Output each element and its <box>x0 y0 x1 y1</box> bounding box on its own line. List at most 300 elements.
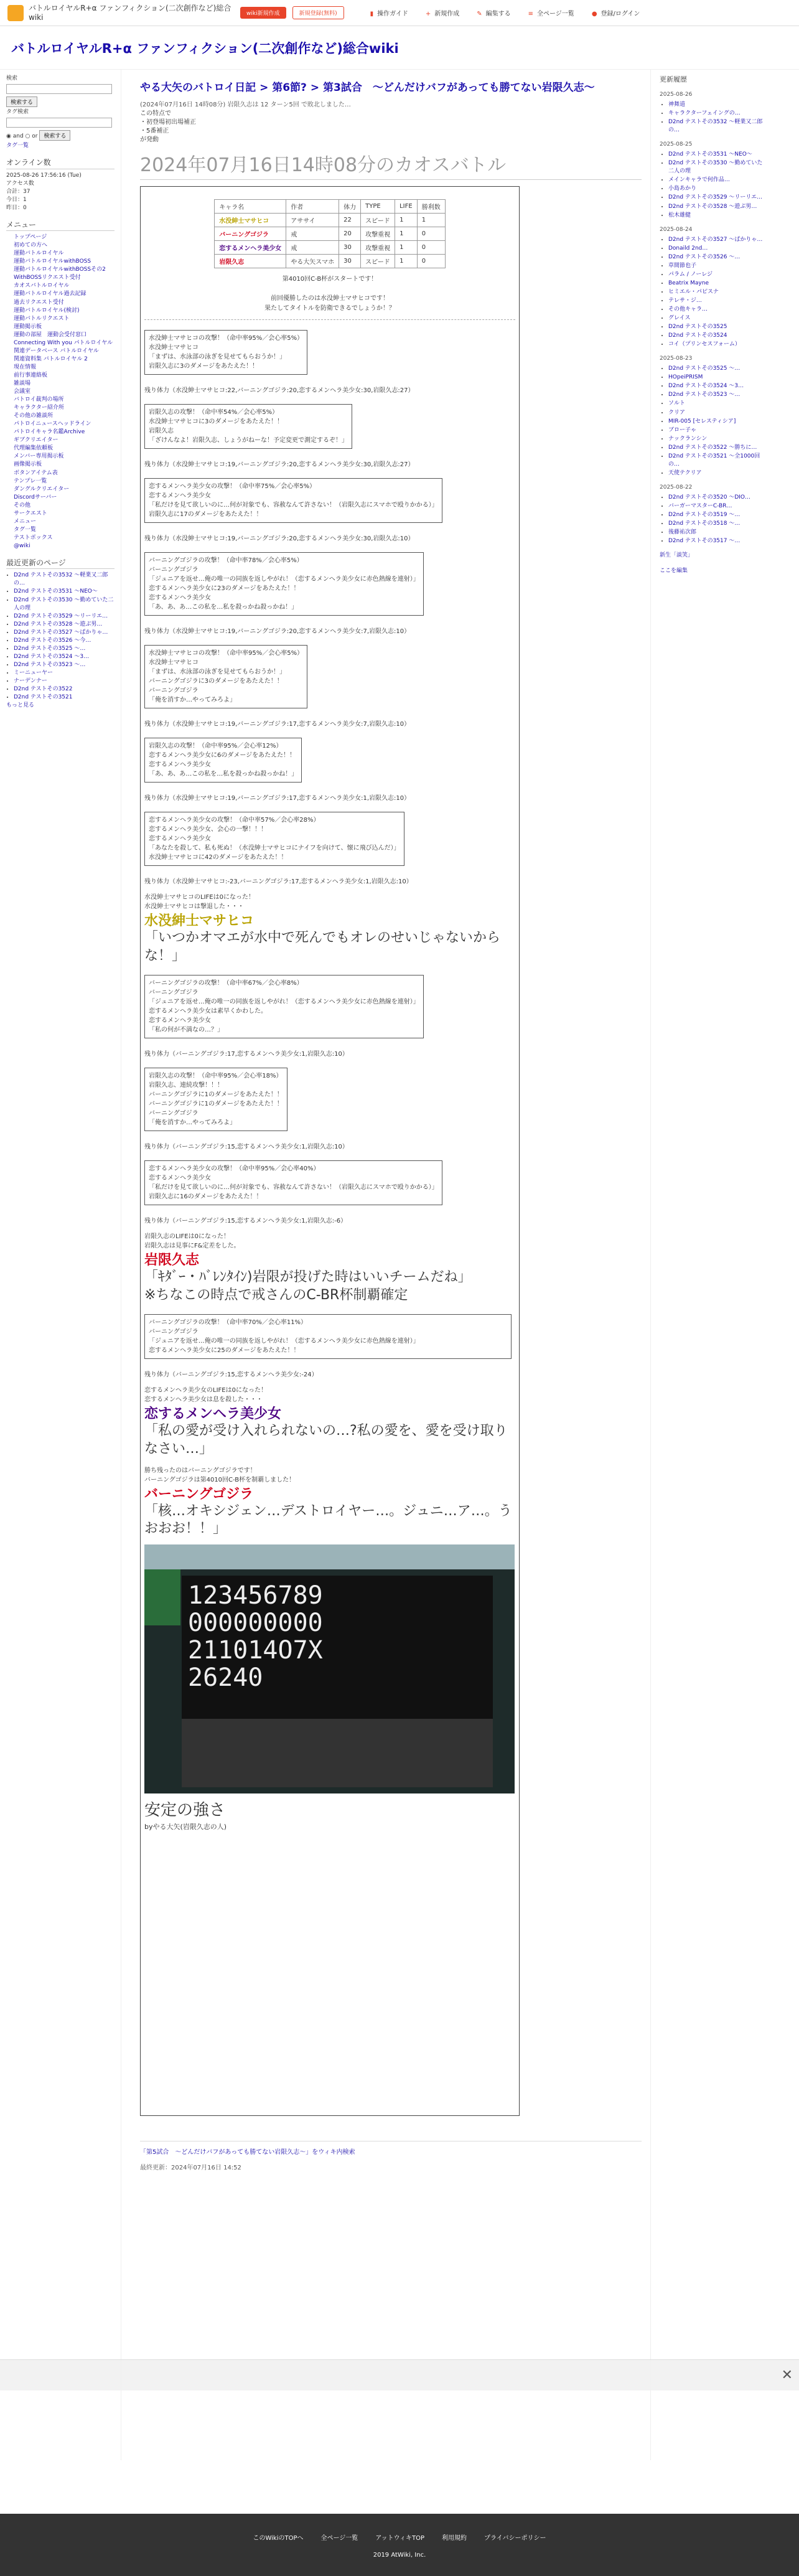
roster-row <box>215 214 445 227</box>
remaining-hp: 残り体力（水没紳士マサヒコ:19,バーニングゴジラ:17,恋するメンヘラ美少女:1,岩限久志:10） <box>144 795 411 802</box>
attack-line: 岩限久志の攻撃！（命中率95%／会心率12%） <box>149 743 283 750</box>
history-item <box>668 151 766 159</box>
roster-header-cell: キャラ名 <box>215 200 286 214</box>
site-header <box>0 26 799 70</box>
history-link[interactable]: パラム / ノーレジ <box>668 271 713 278</box>
recent-link[interactable]: D2nd テストその3527 ～ぱかりゃ… <box>14 629 108 636</box>
menu-item <box>14 534 114 542</box>
menu-item <box>14 323 114 331</box>
recent-link[interactable]: D2nd テストその3525 ～… <box>14 645 86 652</box>
attack-blocks <box>144 326 515 885</box>
history-item <box>668 236 766 244</box>
menu-item <box>14 339 114 347</box>
history-item <box>668 253 766 261</box>
breadcrumb[interactable]: やる大矢のバトロイ日記 > 第6節? > 第3試合 ～どんだけバフがあっても勝てない岩限久志～ <box>140 82 595 94</box>
history-item <box>668 511 766 519</box>
top-bar <box>0 0 799 26</box>
history-link[interactable]: D2nd テストその3525 ～… <box>668 365 741 372</box>
menu-item <box>14 315 114 323</box>
search-button[interactable]: 検索する <box>6 96 37 107</box>
attack-line: 「あなたを殺して、私も死ぬ！（水没紳士マサヒコにナイフを向けて、懐に飛び込んだ）」 <box>149 845 400 852</box>
edit-sidebar-link[interactable]: ここを編集 <box>660 568 688 575</box>
remaining-hp: 残り体力（水没紳士マサヒコ:19,バーニングゴジラ:20,恋するメンヘラ美少女:30,岩限久志:10） <box>144 535 414 542</box>
user-icon: ● <box>591 11 597 17</box>
attack-line: 「俺を消すか…やってみろよ」 <box>149 1119 236 1127</box>
access-count: アクセス数 合計：37 今日：1 昨日：0 <box>6 180 34 211</box>
attack-line: 「まずは、水泳部の泳ぎを見せてもらおうか！」 <box>149 669 286 675</box>
recent-link[interactable]: D2nd テストその3522 <box>14 686 73 693</box>
history-link[interactable]: ヒミエル・パピスナ <box>668 288 719 295</box>
remaining-hp: 残り体力（水没紳士マサヒコ:-23,バーニングゴジラ:17,恋するメンヘラ美少女:1,岩限久志:10） <box>144 878 413 885</box>
menu-item <box>14 242 114 250</box>
history-link[interactable]: その他キャラ… <box>668 306 708 313</box>
roster-header-cell: TYPE <box>361 200 395 214</box>
menu-link[interactable]: テストボックス <box>14 534 53 541</box>
menu-link[interactable]: その他 <box>14 502 31 509</box>
roster-cell: アササイ <box>286 214 339 227</box>
menu-link[interactable]: パトロイニュースヘッドライン <box>14 421 91 428</box>
recent-list <box>6 571 114 702</box>
site-title[interactable]: バトルロイヤルR+α ファンフィクション(二次創作など)総合wiki <box>11 41 399 56</box>
history-link[interactable]: コイ（プリンセスフォーム） <box>668 341 741 348</box>
menu-item <box>14 282 114 290</box>
recent-link[interactable]: D2nd テストその3531 ～NEO～ <box>14 588 98 595</box>
winner-message: 勝ち残ったのはバーニングゴジラです！ バーニングゴジラは第4010回C-B杯を制覇しました！ バーニングゴジラ 「核…オキシジェン…デストロイヤー…。ジュニ…ア…。うおおお！！」 <box>144 1467 512 1537</box>
attack-line: バーニングゴジラ <box>149 566 199 573</box>
more-history-link[interactable]: 新生「談笑」 <box>660 552 694 559</box>
attack-line: 恋するメンヘラ美少女 <box>149 492 211 499</box>
history-link[interactable]: 松木雄健 <box>668 212 691 219</box>
history-item <box>668 418 766 426</box>
history-link[interactable]: D2nd テストその3520 ～DIO… <box>668 494 751 501</box>
history-item <box>668 262 766 270</box>
history-group <box>660 101 766 134</box>
menu-item <box>14 364 114 372</box>
attack-line: 「俺を消すか…やってみろよ」 <box>149 697 236 703</box>
history-item <box>668 288 766 296</box>
history-link[interactable]: D2nd テストその3530 ～勤めていた二人の理 <box>668 160 763 175</box>
history-group <box>660 494 766 545</box>
online-title: オンライン数 <box>6 157 114 169</box>
footer-link[interactable]: 全ページ一覧 <box>320 2535 358 2542</box>
attack-line: バーニングゴジラに1のダメージをあたえた！！ <box>149 1091 283 1099</box>
pencil-icon: ✎ <box>477 11 482 17</box>
login-link[interactable]: ● 登録/ログイン <box>591 11 640 17</box>
separator <box>144 319 515 320</box>
attack-line: バーニングゴジラ <box>149 687 199 694</box>
attack-line: 恋するメンヘラ美少女 <box>149 761 211 768</box>
roster-row <box>215 255 445 268</box>
photo-caption: 安定の強さ <box>144 1800 226 1820</box>
history-link[interactable]: メインキャラで何作品… <box>668 177 730 184</box>
roster-cell: スピード <box>361 255 395 268</box>
roster-cell: 岩限久志 <box>215 255 286 268</box>
attack-line: 「私の何が不満なの…？」 <box>149 1027 223 1034</box>
history-link[interactable]: テレサ・ジ… <box>668 297 702 304</box>
tag-search-button[interactable]: 検索する <box>39 130 70 141</box>
attack-box <box>144 1068 287 1131</box>
attack-line: 岩限久志に17のダメージをあたえた！！ <box>149 511 263 518</box>
history-item <box>668 520 766 528</box>
history-item <box>668 426 766 435</box>
history-item <box>668 314 766 322</box>
history-link[interactable]: D2nd テストその3524 ～3… <box>668 383 744 390</box>
and-radio[interactable]: ◉ and <box>6 133 24 140</box>
recent-item <box>14 588 114 596</box>
menu-link[interactable]: 関連資料集 バトルロイヤル 2 <box>14 355 88 362</box>
attack-box <box>144 404 352 449</box>
page-title: 2024年07月16日14時08分のカオスバトル <box>140 149 642 180</box>
attack-line: 恋するメンヘラ美少女に23のダメージをあたえた！！ <box>149 585 300 592</box>
attack-line: 恋するメンヘラ美少女 <box>149 1175 211 1182</box>
menu-link[interactable]: WithBOSSリクエスト受付 <box>14 275 81 281</box>
attack-line: 「ジュニアを返せ…俺の唯一の同族を返しやがれ！（恋するメンヘラ美少女に赤色熱線を連射）」 <box>149 576 419 583</box>
menu-item <box>14 404 114 412</box>
history-link[interactable]: キャラクターフェイングの… <box>668 110 741 117</box>
menu-link[interactable]: 運動バトルロイヤル過去記録 <box>14 291 86 298</box>
history-link[interactable]: バーガーマスターC-BR… <box>668 503 732 509</box>
history-link[interactable]: グレイス <box>668 315 691 322</box>
attack-line: 水没紳士マサヒコに3のダメージをあたえた！！ <box>149 418 284 425</box>
menu-link[interactable]: パトロイキャラ名鑑Archive <box>14 429 85 436</box>
menu-link[interactable]: ダングルクリエイター <box>14 486 70 492</box>
history-item <box>668 194 766 202</box>
history-group <box>660 236 766 349</box>
register-button[interactable]: 新規登録(無料) <box>292 6 344 19</box>
history-date: 2025-08-26 <box>660 91 693 98</box>
battle-log <box>140 186 520 2116</box>
menu-link[interactable]: キャラクター紹介所 <box>14 405 64 411</box>
recent-link[interactable]: D2nd テストその3528 ～遊ぶ男… <box>14 621 103 628</box>
wiki-search-link[interactable]: 「第5試合 ～どんだけバフがあっても勝てない岩限久志～」をウィキ内検索 <box>140 2141 642 2156</box>
roster-cell: 0 <box>417 241 445 255</box>
history-item <box>668 502 766 510</box>
menu-item <box>14 299 114 307</box>
history-item <box>668 332 766 340</box>
history-link[interactable]: D2nd テストその3518 ～… <box>668 520 741 527</box>
recent-link[interactable]: D2nd テストその3530 ～勤めていた二人の理 <box>14 596 114 611</box>
attack-line: 「私だけを見て欲しいのに…何が対象でも、容赦なんて許さない！（岩限久志にスマホで殴りかかる）」 <box>149 1184 438 1192</box>
roster-cell: 0 <box>417 255 445 268</box>
history-link[interactable]: D2nd テストその3524 <box>668 332 727 339</box>
history-item <box>668 391 766 399</box>
wiki-create-button[interactable]: wiki新規作成 <box>240 7 286 19</box>
attack-line: 「まずは、水泳部の泳ぎを見せてもらおうか！」 <box>149 354 286 360</box>
roster-cell: 攻撃重視 <box>361 227 395 241</box>
recent-item <box>14 645 114 653</box>
history-link[interactable]: D2nd テストその3522 ～勝ちに… <box>668 444 757 451</box>
recent-link[interactable]: D2nd テストその3526 ～今… <box>14 637 91 644</box>
new-page-link[interactable]: + 新規作成 <box>425 11 460 17</box>
menu-link[interactable]: ギブクリエイター <box>14 437 58 444</box>
tag-search-label: タグ検索 <box>6 109 29 116</box>
history-item <box>668 365 766 373</box>
remaining-hp: 残り体力（水没紳士マサヒコ:19,バーニングゴジラ:20,恋するメンヘラ美少女:7,岩限久志:10） <box>144 628 411 635</box>
history-date: 2025-08-25 <box>660 141 693 148</box>
menu-link[interactable]: バトロイ裁判の場所 <box>14 397 64 403</box>
attack-box <box>144 738 302 783</box>
menu-link[interactable]: 運動掲示板 <box>14 323 42 330</box>
attack-line: 岩限久志 <box>149 428 174 435</box>
attack-box <box>144 1314 512 1359</box>
history-item <box>668 306 766 314</box>
close-icon[interactable]: ✕ <box>781 2367 793 2383</box>
menu-item <box>14 510 114 518</box>
attack-line: 恋するメンヘラ美少女 <box>149 595 211 601</box>
roster-header-cell: 勝利数 <box>417 200 445 214</box>
history-link[interactable]: 小島あかり <box>668 186 697 192</box>
history-link[interactable]: D2nd テストその3523 ～… <box>668 392 741 398</box>
history-link[interactable]: 神舞道 <box>668 101 686 108</box>
menu-link[interactable]: メンバー専用揭示板 <box>14 453 64 460</box>
menu-item <box>14 412 114 420</box>
remaining-hp: 残り体力（バーニングゴジラ:15,恋するメンヘラ美少女:-24） <box>144 1371 318 1379</box>
roster-cell: 1 <box>417 214 445 227</box>
atwiki-logo-icon[interactable] <box>7 5 24 21</box>
roster-header-cell: 作者 <box>286 200 339 214</box>
ko-message: 水没紳士マサヒコのLIFEは0になった！ 水没紳士マサヒコは撃退した・・・ 水没紳士マサヒコ 「いつかオマエが水中で死んでもオレのせいじゃないからな！」 <box>144 894 501 964</box>
menu-item <box>14 380 114 388</box>
menu-item <box>14 274 114 282</box>
right-sidebar <box>650 70 775 2460</box>
menu-link[interactable]: メニュー <box>14 518 37 525</box>
remaining-hp: 残り体力（水没紳士マサヒコ:19,バーニングゴジラ:20,恋するメンヘラ美少女:30,岩限久志:27） <box>144 461 414 468</box>
attack-box <box>144 478 442 523</box>
menu-item <box>14 347 114 355</box>
history-link[interactable]: ソルト <box>668 400 686 407</box>
history-item <box>668 409 766 417</box>
roster-row <box>215 227 445 241</box>
history-link[interactable]: 天使テクリア <box>668 469 702 476</box>
history-link[interactable]: HOpeiPRISM <box>668 374 703 381</box>
history-link[interactable]: D2nd テストその3532 ～軽業又二郎の… <box>668 119 763 134</box>
recent-link[interactable]: D2nd テストその3524 ～3… <box>14 653 90 660</box>
history-link[interactable]: 後藤祐次郎 <box>668 529 697 536</box>
tag-list-link[interactable]: タグ一覧 <box>6 143 29 149</box>
recent-link[interactable]: D2nd テストその3523 ～… <box>14 661 86 668</box>
history-link[interactable]: D2nd テストその3526 ～… <box>668 253 741 260</box>
menu-link[interactable]: その他の雑談所 <box>14 413 54 420</box>
roster-header-cell: 体力 <box>339 200 361 214</box>
remaining-hp: 残り体力（バーニングゴジラ:15,恋するメンヘラ美少女:1,岩限久志:-6） <box>144 1218 347 1225</box>
history-link[interactable]: D2nd テストその3531 ～NEO～ <box>668 151 752 158</box>
attack-line: 恋するメンヘラ美少女、会心の一撃！！！ <box>149 826 267 833</box>
history-link[interactable]: Donaild 2nd… <box>668 245 708 251</box>
menu-link[interactable]: 前行事連絡板 <box>14 372 48 378</box>
guide-link[interactable]: ▮ 操作ガイド <box>370 11 408 17</box>
attack-line: 岩限久志に16のダメージをあたえた！！ <box>149 1193 263 1201</box>
roster-table <box>214 199 445 268</box>
menu-item <box>14 542 114 550</box>
all-pages-link[interactable]: ≡ 全ページ一覧 <box>528 11 574 17</box>
footer-link[interactable]: このWikiのTOPへ <box>253 2535 304 2542</box>
menu-link[interactable]: 過去リクエスト受付 <box>14 299 64 306</box>
history-item <box>668 537 766 545</box>
attack-line: 恋するメンヘラ美少女の攻撃！（命中率95%／会心率40%） <box>149 1165 320 1173</box>
scoreboard-photo: 123456789 000000000 211014O7X 26240 <box>144 1544 515 1793</box>
roster-cell: スピード <box>361 214 395 227</box>
more-link[interactable]: もっと見る <box>6 702 35 709</box>
history-date: 2025-08-24 <box>660 226 693 233</box>
menu-title: メニュー <box>6 220 114 231</box>
online-datetime: 2025-08-26 17:56:16 (Tue) <box>6 172 82 179</box>
menu-item <box>14 428 114 436</box>
footer-links <box>0 2532 799 2542</box>
guide-icon: ▮ <box>370 11 374 17</box>
recent-link[interactable]: ミーニューヤー <box>14 669 54 676</box>
menu-item <box>14 494 114 502</box>
menu-item <box>14 250 114 258</box>
main-content <box>121 70 650 2460</box>
history-link[interactable]: D2nd テストその3517 ～… <box>668 538 741 545</box>
attack-box <box>144 812 404 866</box>
menu-item <box>14 518 114 526</box>
battle-intro: 第4010回C-B杯がスタートです！ 前回優勝したのは水没紳士マサヒコです！ 果たしてタイトルを防衛できるでしょうか！？ <box>264 276 395 312</box>
history-item <box>668 323 766 331</box>
attack-line: 岩限久志の攻撃！（命中率54%／会心率5%） <box>149 409 279 416</box>
attack-line: バーニングゴジラ <box>149 989 199 997</box>
roster-row <box>215 241 445 255</box>
history-link[interactable]: D2nd テストその3529 ～リーリエ… <box>668 194 763 201</box>
attack-line: 水没紳士マサヒコの攻撃！（命中率95%／会心率5%） <box>149 650 304 657</box>
history-item <box>668 203 766 211</box>
history-item <box>668 374 766 382</box>
ko-message-2: 岩限久志のLIFEは0になった！ 岩限久志は見事にF&定差をした。 岩限久志 「ｷﾀﾞｰ・ﾊﾞﾚﾝﾀｲﾝ)岩限が投げた時はいいチームだね」 ※ちなこの時点で戒さんのC-BR杯制覇確定 <box>144 1233 472 1303</box>
menu-link[interactable]: 運動バトルロイヤルwithBOSSその2 <box>14 266 106 273</box>
menu-link[interactable]: 運動の部屋 運動会受付窓口 <box>14 331 87 338</box>
menu-link[interactable]: 代理編集依頼板 <box>14 445 54 452</box>
menu-item <box>14 372 114 380</box>
history-item <box>668 435 766 443</box>
menu-link[interactable]: ボタンアイテム表 <box>14 469 58 476</box>
attack-line: バーニングゴジラの攻撃！（命中率70%／会心率11%） <box>149 1319 307 1327</box>
history-item <box>668 444 766 452</box>
roster-cell: 30 <box>339 241 361 255</box>
attack-blocks-2 <box>144 971 515 1225</box>
history-link[interactable]: Beatrix Mayne <box>668 280 709 286</box>
history-link[interactable]: MIR-005 [セレスティシア] <box>668 418 736 425</box>
menu-link[interactable]: @wiki <box>14 542 30 549</box>
attack-line: 水没紳士マサヒコ <box>149 344 199 351</box>
search-input[interactable] <box>6 84 112 94</box>
attack-line: 岩限久志の攻撃！（命中率95%／会心率18%） <box>149 1073 283 1080</box>
menu-item <box>14 233 114 242</box>
history-item <box>668 494 766 502</box>
menu-link[interactable]: テンプレ一覧 <box>14 477 47 484</box>
menu-link[interactable]: 運動バトルリクエスト <box>14 315 70 322</box>
site-name[interactable]: バトルロイヤルR+α ファンフィクション(二次創作など)総合wiki <box>29 4 231 22</box>
recent-link[interactable]: D2nd テストその3521 <box>14 694 73 701</box>
history-list <box>660 91 766 545</box>
history-title: 更新履歴 <box>660 75 687 83</box>
attack-line: 「あ、あ、あ…この私を…私を殺っかね殺っかね！」 <box>149 604 298 611</box>
attack-box <box>144 330 307 375</box>
menu-link[interactable]: 運動バトルロイヤル <box>14 250 64 257</box>
menu-item <box>14 258 114 266</box>
menu-link[interactable]: Discordサーバー <box>14 494 57 501</box>
recent-item <box>14 613 114 621</box>
menu-link[interactable]: 関連データベース バトルロイヤル <box>14 347 99 354</box>
edit-link[interactable]: ✎ 編集する <box>477 11 511 17</box>
roster-cell: 恋するメンヘラ美少女 <box>215 241 286 255</box>
attack-line: 恋するメンヘラ美少女に6のダメージをあたえた！！ <box>149 752 296 759</box>
roster-cell: 22 <box>339 214 361 227</box>
attack-line: 「ジュニアを返せ…俺の唯一の同族を返しやがれ！（恋するメンヘラ美少女に赤色熱線を連射）」 <box>149 1338 419 1345</box>
history-link[interactable]: D2nd テストその3519 ～… <box>668 512 741 519</box>
tag-search-input[interactable] <box>6 118 112 128</box>
menu-link[interactable]: サークエスト <box>14 510 47 517</box>
menu-link[interactable]: 運動バトルロイヤルwithBOSS <box>14 258 91 265</box>
remaining-hp: 残り体力（バーニングゴジラ:17,恋するメンヘラ美少女:1,岩限久志:10） <box>144 1051 348 1058</box>
remaining-hp: 残り体力（水没紳士マサヒコ:19,バーニングゴジラ:17,恋するメンヘラ美少女:7,岩限久志:10） <box>144 721 411 728</box>
menu-list <box>6 233 114 550</box>
history-link[interactable]: ブロー子ゃ <box>668 426 697 433</box>
remaining-hp: 残り体力（バーニングゴジラ:15,恋するメンヘラ美少女:1,岩限久志:10） <box>144 1144 348 1151</box>
history-date: 2025-08-22 <box>660 484 693 491</box>
history-link[interactable]: クリア <box>668 409 686 416</box>
footer-link[interactable]: アットウィキTOP <box>375 2535 425 2542</box>
history-link[interactable]: ナックランシン <box>668 435 708 442</box>
history-item <box>668 159 766 176</box>
attack-box <box>144 1160 442 1205</box>
menu-link[interactable]: 雑談場 <box>14 380 31 387</box>
history-item <box>668 118 766 134</box>
attack-line: 水没紳士マサヒコに42のダメージをあたえた！！ <box>149 854 287 861</box>
menu-item <box>14 486 114 494</box>
history-link[interactable]: 草間節也子 <box>668 262 697 269</box>
attack-line: 水没紳士マサヒコの攻撃！（命中率95%／会心率5%） <box>149 335 304 342</box>
footer-link[interactable]: 利用規約 <box>442 2535 467 2542</box>
menu-link[interactable]: 画像掲示板 <box>14 461 42 468</box>
recent-link[interactable]: D2nd テストその3532 ～軽業又二郎の… <box>14 572 108 587</box>
history-item <box>668 297 766 305</box>
recent-link[interactable]: ナーデンナー <box>14 677 47 684</box>
plus-icon: + <box>425 11 431 17</box>
menu-link[interactable]: 現在情報 <box>14 364 37 370</box>
recent-link[interactable]: D2nd テストその3529 ～リーリエ… <box>14 613 108 619</box>
or-radio[interactable]: ○ or <box>25 133 38 140</box>
footer-link[interactable]: プライバシーポリシー <box>484 2535 546 2542</box>
menu-item <box>14 420 114 428</box>
menu-item <box>14 290 114 298</box>
menu-item <box>14 444 114 453</box>
menu-link[interactable]: 運動バトルロイヤル(検討) <box>14 307 80 314</box>
attack-line: 恋するメンヘラ美少女の攻撃！（命中率75%／会心率5%） <box>149 483 316 490</box>
menu-link[interactable]: Connecting With you パトルロイヤル <box>14 339 113 346</box>
roster-cell: 攻撃重視 <box>361 241 395 255</box>
menu-link[interactable]: トップページ <box>14 234 47 241</box>
menu-link[interactable]: 会議室 <box>14 388 31 395</box>
recent-item <box>14 596 114 613</box>
roster-header-row <box>215 200 445 214</box>
bonus-list: この特点で ・初登場初出場補正 ・5番補正 が発動 <box>140 110 196 143</box>
menu-link[interactable]: タグ一覧 <box>14 526 37 533</box>
roster-cell: 水没紳士マサヒコ <box>215 214 286 227</box>
menu-link[interactable]: 初めての方へ <box>14 242 48 249</box>
history-link[interactable]: D2nd テストその3521 ～全1000回の… <box>668 453 760 468</box>
attack-box <box>144 645 307 708</box>
history-link[interactable]: D2nd テストその3525 <box>668 324 727 331</box>
ad-bar <box>0 2359 799 2390</box>
roster-cell: 1 <box>395 241 418 255</box>
history-link[interactable]: D2nd テストその3528 ～遊ぶ男… <box>668 203 757 210</box>
history-link[interactable]: D2nd テストその3527 ～ぱかりゃ… <box>668 236 763 243</box>
history-item <box>668 212 766 220</box>
roster-cell: やる大矢スマホ <box>286 255 339 268</box>
history-date: 2025-08-23 <box>660 355 693 362</box>
menu-link[interactable]: カオスバトルロイヤル <box>14 283 70 289</box>
attack-line: 恋するメンヘラ美少女に25のダメージをあたえた！！ <box>149 1347 300 1355</box>
